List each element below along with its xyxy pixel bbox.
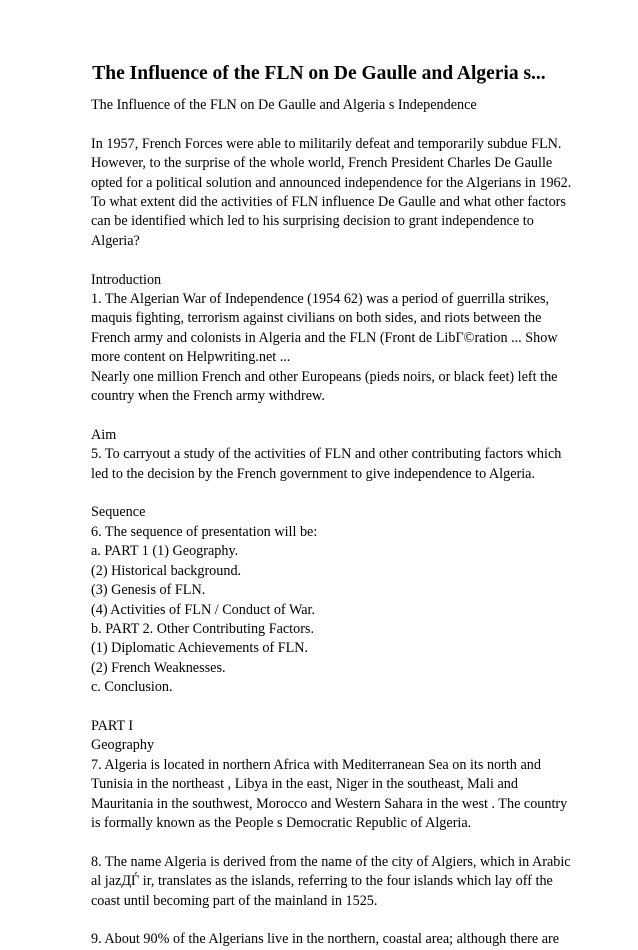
paragraph [91,96,586,115]
text-line: 8. The name Algeria is derived from the name of the city of Algiers, which in Arabic [91,853,571,870]
paragraph [91,503,586,697]
text-line: b. PART 2. Other Contributing Factors. [91,620,315,637]
text-line: The Influence of the FLN on De Gaulle and Algeria s Independence [91,97,477,113]
text-line: However, to the surprise of the whole world, French President Charles De Gaulle [91,155,553,172]
text-line: can be identified which led to his surprising decision to grant independence to [91,213,534,230]
text-line: To what extent did the activities of FLN influence De Gaulle and what other factors [91,194,566,211]
text-line: Aim [91,426,117,443]
paragraph [91,271,586,407]
paragraph [91,135,586,251]
text-line: al jazДЃ ir, translates as the islands, referring to the four islands which lay off the [91,873,553,890]
text-line: Algeria? [91,232,140,249]
paragraph [91,930,586,949]
text-line: French army and colonists in Algeria and the FLN (Front de LibΓ©ration ... Show [91,329,558,346]
text-line: a. PART 1 (1) Geography. [91,543,239,560]
paragraph [91,426,586,484]
text-line: Introduction [91,271,162,288]
text-line: is formally known as the People s Democratic Republic of Algeria. [91,814,472,831]
text-line: Tunisia in the northeast , Libya in the east, Niger in the southeast, Mali and [91,776,518,793]
paragraph [91,853,586,911]
text-line: In 1957, French Forces were able to militarily defeat and temporarily subdue FLN. [91,135,562,152]
text-line: Sequence [91,504,146,521]
text-line: led to the decision by the French government to give independence to Algeria. [91,465,536,482]
text-line: (1) Diplomatic Achievements of FLN. [91,640,309,657]
text-line: 9. About 90% of the Algerians live in the northern, coastal area; although there are [91,931,560,948]
text-line: c. Conclusion. [91,679,173,696]
document-body [91,96,586,950]
text-line: country when the French army withdrew. [91,388,325,405]
text-line: Geography [91,737,155,754]
text-line: more content on Helpwriting.net ... [91,349,291,366]
text-line: (3) Genesis of FLN. [91,582,206,599]
text-line: PART I [91,717,134,734]
text-line: 6. The sequence of presentation will be: [91,523,318,540]
text-line: (2) Historical background. [91,562,242,579]
text-line: Mauritania in the southwest, Morocco and Western Sahara in the west . The country [91,795,568,812]
text-line: 7. Algeria is located in northern Africa with Mediterranean Sea on its north and [91,756,541,773]
paragraph [91,717,586,833]
document-title: The Influence of the FLN on De Gaulle and Algeria s... [92,63,546,84]
text-line: (4) Activities of FLN / Conduct of War. [91,601,315,618]
text-line: (2) French Weaknesses. [91,659,226,676]
text-line: Nearly one million French and other Europeans (pieds noirs, or black feet) left the [91,368,558,385]
text-line: coast until becoming part of the mainland in 1525. [91,892,378,909]
text-line: 5. To carryout a study of the activities of FLN and other contributing factors which [91,446,562,463]
text-line: 1. The Algerian War of Independence (1954 62) was a period of guerrilla strikes, [91,291,550,308]
text-line: opted for a political solution and announced independence for the Algerians in 1962. [91,174,572,191]
text-line: maquis fighting, terrorism against civilians on both sides, and riots between the [91,310,542,327]
